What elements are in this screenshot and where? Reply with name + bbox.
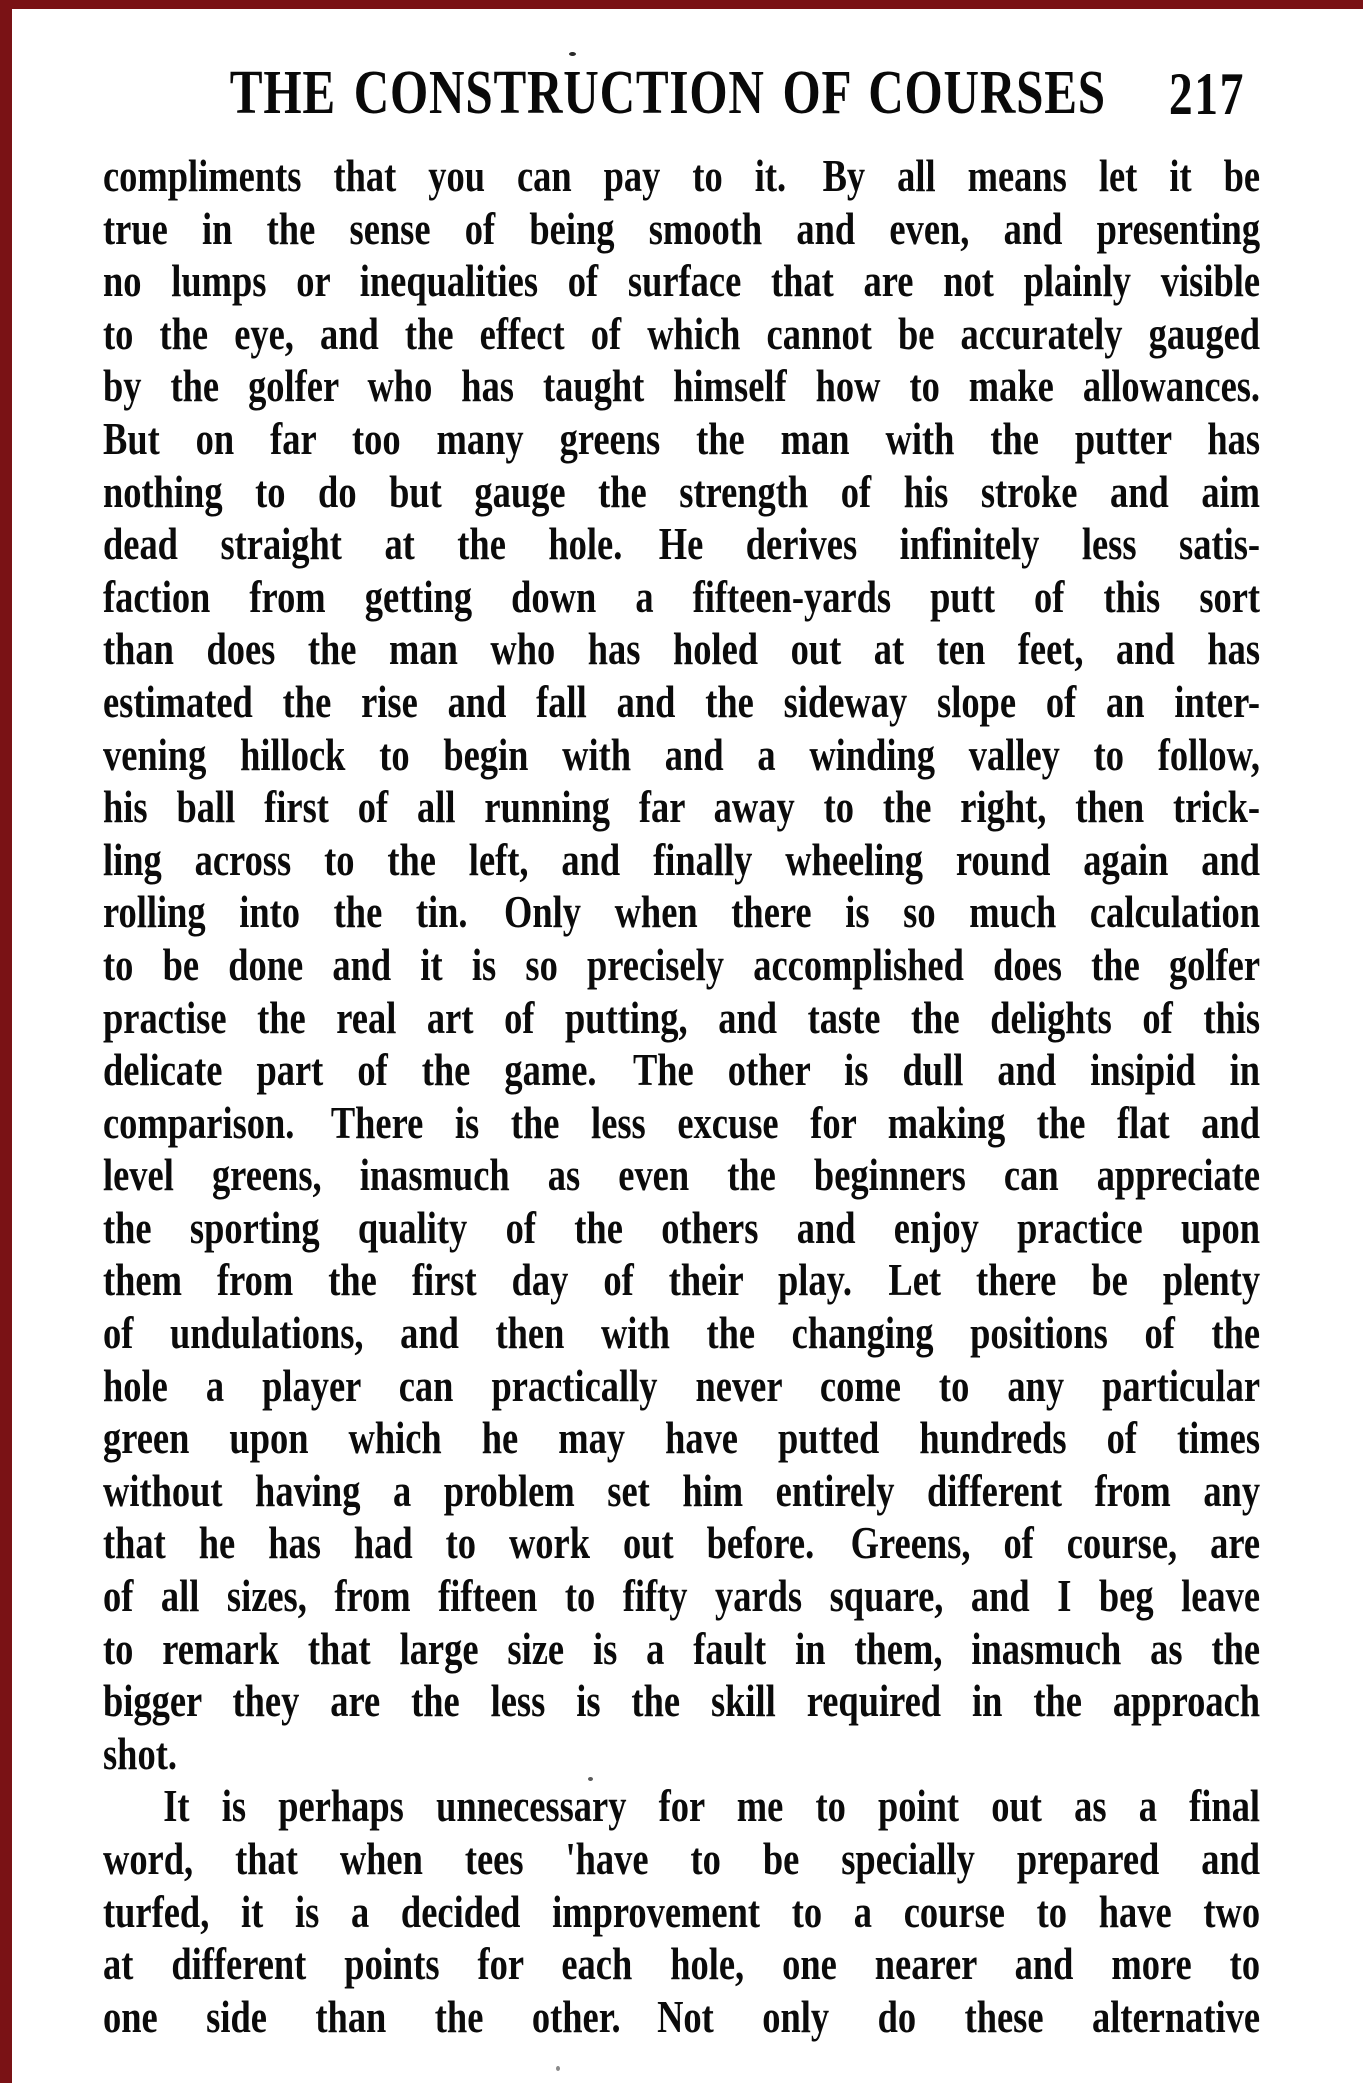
text-line: practise the real art of putting, and taste the delights of this	[103, 991, 1261, 1043]
text-line: to remark that large size is a fault in them, inasmuch as the	[103, 1622, 1261, 1674]
book-cover-edge-top	[0, 0, 1363, 9]
text-line: them from the first day of their play. Let there be plenty	[103, 1254, 1261, 1306]
page-content	[103, 59, 1261, 2043]
text-line: word, that when tees 'have to be specially prepared and	[103, 1833, 1261, 1884]
text-line: turfed, it is a decided improvement to a course to have two	[103, 1885, 1261, 1937]
text-line: delicate part of the game. The other is dull and insipid in	[103, 1044, 1261, 1096]
text-line: true in the sense of being smooth and even, and presenting	[103, 202, 1261, 254]
text-line: green upon which he may have putted hundreds of times	[103, 1412, 1261, 1464]
text-line: his ball first of all running far away to the right, then trick-	[103, 781, 1261, 833]
text-line: faction from getting down a fifteen-yards putt of this sort	[103, 570, 1261, 622]
text-line: hole a player can practically never come to any particular	[103, 1359, 1261, 1411]
text-line: to be done and it is so precisely accomplished does the golfer	[103, 938, 1261, 990]
text-line: But on far too many greens the man with the putter has	[103, 412, 1261, 464]
text-line: ling across to the left, and finally wheeling round again and	[103, 833, 1261, 885]
text-line: estimated the rise and fall and the sideway slope of an inter-	[103, 675, 1261, 727]
scan-speck	[569, 52, 576, 56]
text-line: without having a problem set him entirely different from any	[103, 1464, 1261, 1516]
text-line: comparison. There is the less excuse for making the flat and	[103, 1096, 1261, 1148]
text-line: that he has had to work out before. Greens, of course, are	[103, 1517, 1261, 1569]
page-number: 217	[1168, 61, 1245, 127]
text-line: shot.	[103, 1727, 177, 1779]
book-cover-edge-left	[0, 0, 12, 2083]
text-line: to the eye, and the effect of which cannot be accurately gauged	[103, 307, 1261, 359]
text-line: by the golfer who has taught himself how to make allowances.	[103, 360, 1261, 412]
text-line: the sporting quality of the others and enjoy practice upon	[103, 1201, 1261, 1253]
paragraph-2	[103, 1780, 1260, 2043]
text-line: dead straight at the hole. He derives infinitely less satis-	[103, 518, 1261, 570]
text-line: than does the man who has holed out at ten feet, and has	[103, 623, 1261, 675]
running-head-title: THE CONSTRUCTION OF COURSES	[229, 59, 1106, 127]
text-line: no lumps or inequalities of surface that are not plainly visible	[103, 255, 1261, 307]
running-head	[103, 59, 1260, 150]
text-line: It is perhaps unnecessary for me to point out as a final	[163, 1780, 1261, 1832]
paragraph-1	[103, 150, 1260, 1780]
text-line: nothing to do but gauge the strength of his stroke and aim	[103, 465, 1261, 517]
text-line: of all sizes, from fifteen to fifty yards square, and I beg leave	[103, 1570, 1261, 1622]
scan-speck	[556, 2066, 560, 2071]
text-line: of undulations, and then with the changing positions of the	[103, 1307, 1261, 1359]
text-line: bigger they are the less is the skill required in the approach	[103, 1675, 1261, 1727]
text-line: at different points for each hole, one nearer and more to	[103, 1938, 1261, 1990]
text-line: level greens, inasmuch as even the beginners can appreciate	[103, 1149, 1261, 1201]
text-line: vening hillock to begin with and a winding valley to follow,	[103, 728, 1261, 780]
text-line: rolling into the tin. Only when there is so much calculation	[103, 886, 1261, 938]
text-line: one side than the other. Not only do these alternative	[103, 1990, 1261, 2042]
text-line: compliments that you can pay to it. By all means let it be	[103, 150, 1261, 201]
